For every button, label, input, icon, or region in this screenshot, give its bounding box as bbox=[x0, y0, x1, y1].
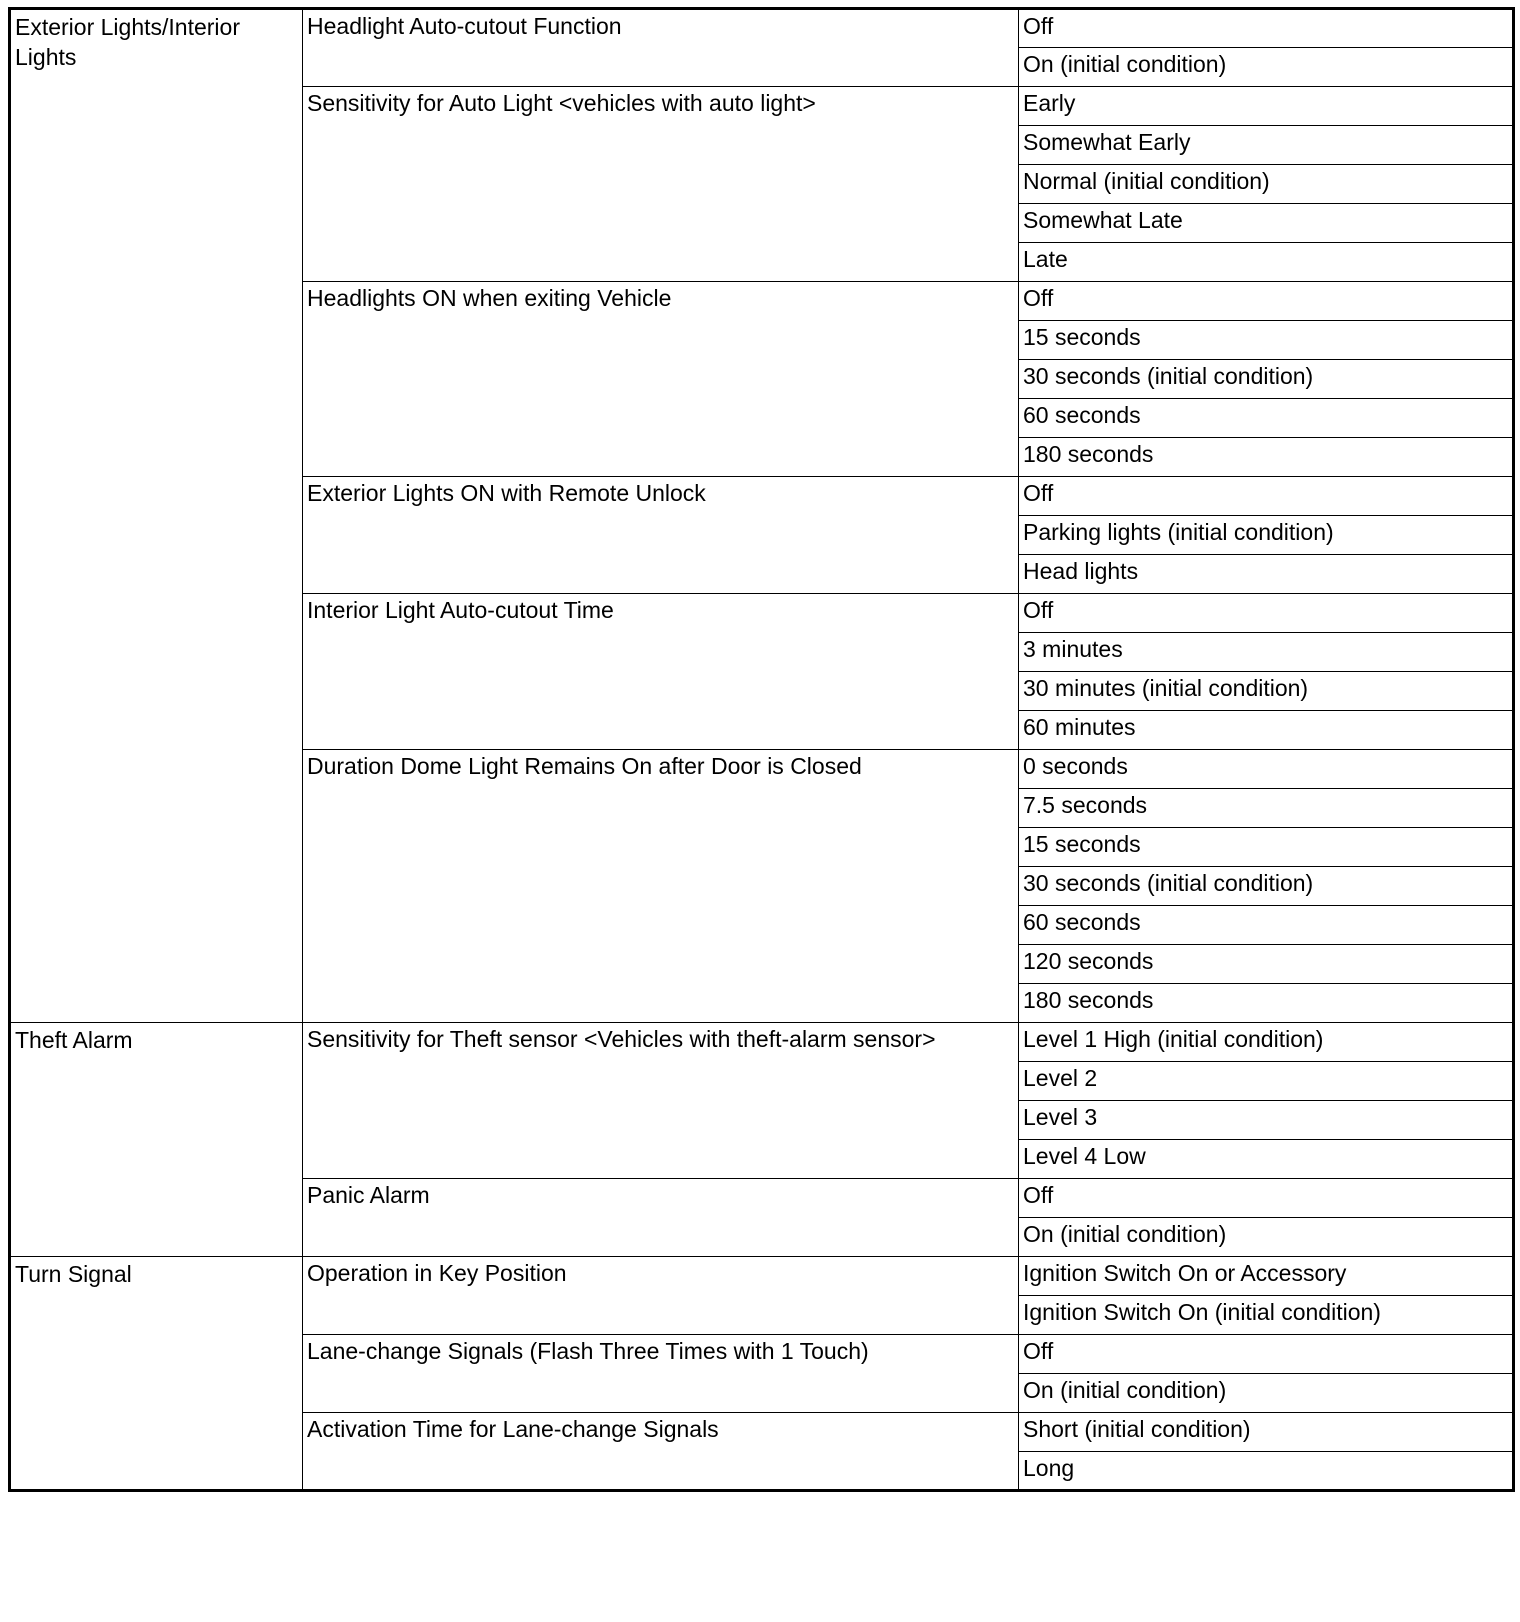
function-cell: Headlights ON when exiting Vehicle bbox=[303, 282, 1019, 477]
settings-table-container bbox=[8, 7, 1515, 1492]
category-cell: Theft Alarm bbox=[10, 1023, 303, 1257]
function-cell: Operation in Key Position bbox=[303, 1257, 1019, 1335]
function-cell: Headlight Auto-cutout Function bbox=[303, 9, 1019, 87]
option-cell: 0 seconds bbox=[1019, 750, 1514, 789]
option-cell: Parking lights (initial condition) bbox=[1019, 516, 1514, 555]
option-cell: On (initial condition) bbox=[1019, 48, 1514, 87]
option-cell: 30 seconds (initial condition) bbox=[1019, 360, 1514, 399]
option-cell: Level 3 bbox=[1019, 1101, 1514, 1140]
option-cell: 60 seconds bbox=[1019, 399, 1514, 438]
option-cell: 30 minutes (initial condition) bbox=[1019, 672, 1514, 711]
option-cell: Off bbox=[1019, 1179, 1514, 1218]
option-cell: Somewhat Late bbox=[1019, 204, 1514, 243]
function-cell: Activation Time for Lane-change Signals bbox=[303, 1413, 1019, 1491]
option-cell: Off bbox=[1019, 594, 1514, 633]
function-cell: Sensitivity for Theft sensor <Vehicles with theft-alarm sensor> bbox=[303, 1023, 1019, 1179]
option-cell: 3 minutes bbox=[1019, 633, 1514, 672]
option-cell: 60 seconds bbox=[1019, 906, 1514, 945]
option-cell: Level 4 Low bbox=[1019, 1140, 1514, 1179]
option-cell: Off bbox=[1019, 1335, 1514, 1374]
category-cell: Turn Signal bbox=[10, 1257, 303, 1491]
function-cell: Panic Alarm bbox=[303, 1179, 1019, 1257]
option-cell: 180 seconds bbox=[1019, 438, 1514, 477]
category-cell: Exterior Lights/Interior Lights bbox=[10, 9, 303, 1023]
option-cell: Late bbox=[1019, 243, 1514, 282]
option-cell: Somewhat Early bbox=[1019, 126, 1514, 165]
option-cell: 15 seconds bbox=[1019, 321, 1514, 360]
settings-table bbox=[8, 7, 1515, 1492]
option-cell: 120 seconds bbox=[1019, 945, 1514, 984]
option-cell: Level 2 bbox=[1019, 1062, 1514, 1101]
function-cell: Duration Dome Light Remains On after Door is Closed bbox=[303, 750, 1019, 1023]
option-cell: Ignition Switch On or Accessory bbox=[1019, 1257, 1514, 1296]
option-cell: On (initial condition) bbox=[1019, 1218, 1514, 1257]
function-cell: Exterior Lights ON with Remote Unlock bbox=[303, 477, 1019, 594]
option-cell: Early bbox=[1019, 87, 1514, 126]
option-cell: Ignition Switch On (initial condition) bbox=[1019, 1296, 1514, 1335]
table-row bbox=[10, 1257, 1514, 1296]
settings-table-body bbox=[10, 9, 1514, 1491]
table-row bbox=[10, 1023, 1514, 1062]
option-cell: Head lights bbox=[1019, 555, 1514, 594]
option-cell: On (initial condition) bbox=[1019, 1374, 1514, 1413]
option-cell: Normal (initial condition) bbox=[1019, 165, 1514, 204]
option-cell: 30 seconds (initial condition) bbox=[1019, 867, 1514, 906]
option-cell: Level 1 High (initial condition) bbox=[1019, 1023, 1514, 1062]
option-cell: 15 seconds bbox=[1019, 828, 1514, 867]
function-cell: Sensitivity for Auto Light <vehicles with auto light> bbox=[303, 87, 1019, 282]
function-cell: Interior Light Auto-cutout Time bbox=[303, 594, 1019, 750]
option-cell: Short (initial condition) bbox=[1019, 1413, 1514, 1452]
option-cell: 60 minutes bbox=[1019, 711, 1514, 750]
option-cell: 7.5 seconds bbox=[1019, 789, 1514, 828]
option-cell: 180 seconds bbox=[1019, 984, 1514, 1023]
function-cell: Lane-change Signals (Flash Three Times with 1 Touch) bbox=[303, 1335, 1019, 1413]
option-cell: Off bbox=[1019, 282, 1514, 321]
option-cell: Long bbox=[1019, 1452, 1514, 1491]
option-cell: Off bbox=[1019, 9, 1514, 48]
option-cell: Off bbox=[1019, 477, 1514, 516]
table-row bbox=[10, 9, 1514, 48]
